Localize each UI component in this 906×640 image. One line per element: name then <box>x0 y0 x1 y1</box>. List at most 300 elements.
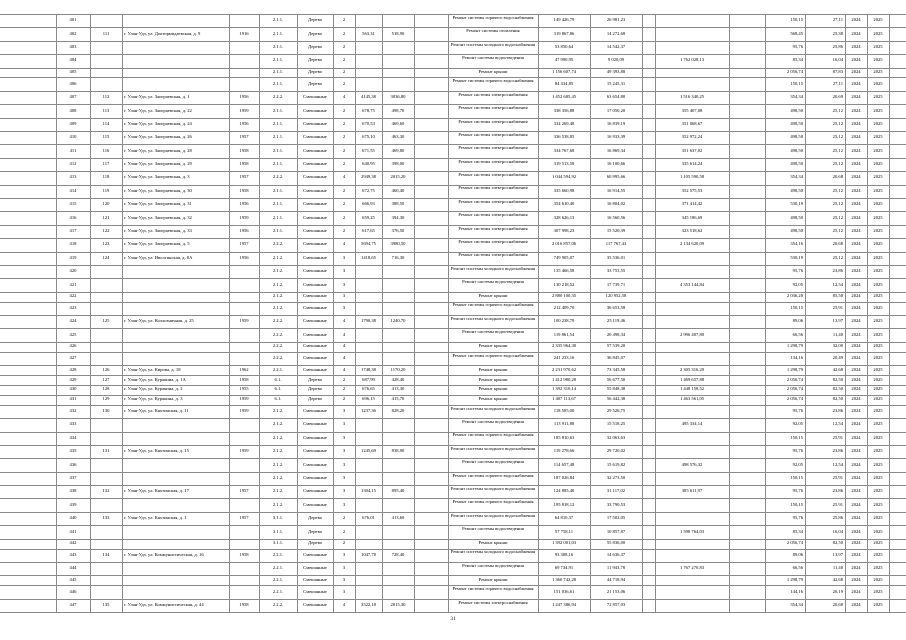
cell-work: Ремонт системы горячего водоснабжения <box>452 302 534 308</box>
cell-work: Ремонт системы электроснабжения <box>458 185 528 191</box>
cell-y1: 2024 <box>851 551 861 557</box>
cell-fl: 4 <box>342 318 346 324</box>
cell-unit: 89,06 <box>792 551 803 557</box>
cell-cat: 2.2.1. <box>272 588 284 594</box>
cell-y2: 2025 <box>873 354 883 360</box>
cell-work: Ремонт системы холодного водоснабжения <box>450 405 536 411</box>
cell-y1: 2024 <box>851 187 861 193</box>
cell-area: 1245,69 <box>361 448 376 454</box>
cell-unit2: 23,86 <box>832 268 843 274</box>
cell-y1: 2024 <box>851 588 861 594</box>
cell-fl: 2 <box>342 57 346 63</box>
table-row <box>0 171 906 184</box>
cell-yr: 1956 <box>239 254 249 260</box>
cell-unit: 498,50 <box>790 214 803 220</box>
cell-mat: Смешанные <box>303 304 327 310</box>
cell-unit2: 32,00 <box>832 343 843 349</box>
cell-cost: 100 238,79 <box>553 318 575 324</box>
cell-mat: Смешанные <box>303 161 327 167</box>
cell-y2: 2025 <box>873 331 883 337</box>
cell-n: 422 <box>69 293 77 299</box>
cell-cost2: 63 654,80 <box>606 94 626 100</box>
cell-cost2: 56 677,50 <box>606 376 626 382</box>
cell-group: 1 105 590,58 <box>679 174 705 180</box>
cell-work: Ремонт системы горячего водоснабжения <box>452 586 534 592</box>
cell-mat: Смешанные <box>303 254 327 260</box>
cell-yr: 1958 <box>239 376 249 382</box>
cell-yr: 1958 <box>239 147 249 153</box>
table-row <box>0 225 906 238</box>
cell-liv: 838,90 <box>391 448 405 454</box>
cell-area: 5694,75 <box>361 241 376 247</box>
cell-m: 129 <box>102 396 110 402</box>
cell-y2: 2025 <box>873 201 883 207</box>
cell-y1: 2024 <box>851 318 861 324</box>
cell-unit2: 25,91 <box>832 304 843 310</box>
cell-fl: 2 <box>342 147 346 153</box>
table-row <box>0 118 906 131</box>
cell-area: 687,99 <box>362 376 375 382</box>
cell-cat: 2.2.1. <box>272 576 284 582</box>
cell-unit2: 25,12 <box>832 228 843 234</box>
cell-unit: 150,15 <box>790 304 803 310</box>
cell-unit: 2 036,20 <box>786 293 803 299</box>
cell-unit: 498,50 <box>790 161 803 167</box>
cell-work: Ремонт системы холодного водоснабжения <box>450 549 536 555</box>
cell-y2: 2025 <box>873 343 883 349</box>
cell-liv: 3980,50 <box>390 241 406 247</box>
cell-mat: Смешанные <box>303 94 327 100</box>
cell-unit2: 25,12 <box>832 254 843 260</box>
table-row <box>0 352 906 365</box>
cell-y2: 2025 <box>873 281 883 287</box>
cell-unit: 568,45 <box>790 30 803 36</box>
cell-mat: Дерево <box>308 44 322 50</box>
cell-unit2: 25,91 <box>832 474 843 480</box>
cell-cost: 2 231 970,62 <box>551 366 577 372</box>
cell-unit: 2 056,74 <box>786 386 803 392</box>
cell-y1: 2024 <box>851 386 861 392</box>
table-row <box>0 549 906 562</box>
cell-area: 670,53 <box>362 120 375 126</box>
cell-n: 405 <box>69 69 77 75</box>
cell-work: Ремонт системы холодного водоснабжения <box>450 315 536 321</box>
cell-fl: 2 <box>342 187 346 193</box>
cell-unit2: 16,04 <box>832 57 843 63</box>
cell-n: 416 <box>69 214 77 220</box>
cell-mat: Смешанные <box>303 488 327 494</box>
cell-m: 118 <box>102 174 110 180</box>
cell-cost2: 120 952,58 <box>605 293 627 299</box>
cell-unit: 354,34 <box>790 94 803 100</box>
cell-y2: 2025 <box>873 551 883 557</box>
cell-m: 117 <box>102 161 110 167</box>
cell-yr: 1959 <box>239 408 249 413</box>
cell-liv: 518,90 <box>391 30 405 36</box>
cell-cat: 2.1.2. <box>272 488 284 494</box>
cell-mat: Смешанные <box>303 187 327 193</box>
cell-cost: 124 885,40 <box>553 488 575 494</box>
cell-n: 408 <box>69 107 77 113</box>
cell-fl: 3 <box>342 421 346 427</box>
cell-cost2: 29 720,02 <box>606 448 626 454</box>
cell-y2: 2025 <box>873 107 883 113</box>
cell-y2: 2025 <box>873 228 883 234</box>
cell-liv: 460,40 <box>391 187 405 193</box>
cell-cost: 113 911,88 <box>553 421 575 427</box>
cell-cost2: 10 857,87 <box>606 528 626 534</box>
cell-fl: 2 <box>342 201 346 207</box>
cell-n: 410 <box>69 134 77 140</box>
cell-y1: 2024 <box>851 376 861 382</box>
cell-cost2: 15 520,39 <box>606 228 626 234</box>
cell-cost2: 73 345,58 <box>606 366 626 372</box>
cell-yr: 1958 <box>239 161 249 167</box>
cell-mat: Смешанные <box>303 408 327 413</box>
cell-cost: 335 660,98 <box>553 187 575 193</box>
cell-liv: 2015,30 <box>390 601 406 607</box>
cell-cost: 241 233,16 <box>553 354 575 360</box>
cell-unit: 150,15 <box>790 434 803 440</box>
cell-cost: 118 505,00 <box>553 408 575 413</box>
cell-cost2: 14 272,68 <box>606 30 626 36</box>
table-row <box>0 104 906 117</box>
cell-cost2: 55 836,00 <box>606 540 626 546</box>
cell-cat: 2.2.2. <box>272 174 284 180</box>
cell-cost: 319 867,86 <box>553 30 575 36</box>
cell-n: 442 <box>69 540 77 546</box>
cell-y1: 2024 <box>851 366 861 372</box>
table-row <box>0 77 906 90</box>
cell-unit2: 25,86 <box>832 515 843 521</box>
cell-yr: 1959 <box>239 396 249 402</box>
cell-cat: 2.1.1. <box>272 57 284 63</box>
cell-fl: 2 <box>342 69 346 75</box>
cell-unit2: 25,12 <box>832 134 843 140</box>
cell-y2: 2025 <box>873 601 883 607</box>
cell-cat: 2.1.1. <box>272 80 284 86</box>
cell-cat: 2.1.2. <box>272 474 284 480</box>
cell-yr: 1916 <box>239 30 249 36</box>
cell-addr: г. Улан-Удэ, ул. Заиграевская, д. 28 <box>124 147 192 153</box>
cell-y2: 2025 <box>873 80 883 86</box>
cell-cat: 2.1.2. <box>272 461 284 467</box>
cell-unit2: 82,50 <box>832 376 843 382</box>
cell-cost2: 16 839,19 <box>606 120 626 126</box>
cell-work: Ремонт крыши <box>478 576 508 582</box>
cell-y1: 2024 <box>851 281 861 287</box>
table-row <box>0 445 906 458</box>
cell-fl: 2 <box>342 214 346 220</box>
cell-cat: 2.1.1. <box>272 214 284 220</box>
cell-addr: г. Улан-Удэ, ул. Заиграевская, д. 24 <box>124 120 192 126</box>
cell-m: 125 <box>102 318 110 324</box>
cell-n: 411 <box>69 147 77 153</box>
cell-yr: 1957 <box>239 241 249 247</box>
cell-cat: 2.2.2. <box>272 318 284 324</box>
cell-unit: 2 056,74 <box>786 69 803 75</box>
cell-unit2: 25,12 <box>832 147 843 153</box>
cell-group: 355 407,08 <box>681 107 703 113</box>
cell-liv: 3036,80 <box>390 94 406 100</box>
cell-unit: 85,34 <box>792 528 803 534</box>
cell-mat: Смешанные <box>303 201 327 207</box>
cell-yr: 1956 <box>239 201 249 207</box>
cell-yr: 1955 <box>239 386 249 392</box>
cell-cost2: 72 857,03 <box>606 601 626 607</box>
cell-cost: 354 610,40 <box>553 201 575 207</box>
cell-liv: 428,40 <box>391 376 405 382</box>
cell-n: 419 <box>69 254 77 260</box>
cell-cat: 2.1.1. <box>272 228 284 234</box>
table-row <box>0 198 906 211</box>
table-row <box>0 599 906 612</box>
cell-liv: 716,30 <box>391 254 405 260</box>
cell-area: 640,95 <box>362 161 375 167</box>
cell-cost: 1 412 980,28 <box>551 376 577 382</box>
cell-group: 351 637,02 <box>681 147 703 153</box>
cell-area: 1748,38 <box>361 366 376 372</box>
cell-work: Ремонт системы горячего водоснабжения <box>452 472 534 478</box>
table-row <box>0 432 906 445</box>
cell-cat: 2.1.1. <box>272 147 284 153</box>
cell-y1: 2024 <box>851 174 861 180</box>
cell-n: 438 <box>69 488 77 494</box>
cell-work: Ремонт системы водоотведения <box>462 279 524 285</box>
cell-n: 412 <box>69 161 77 167</box>
cell-unit2: 27,11 <box>832 17 843 23</box>
cell-group: 1 469 657,88 <box>679 376 705 382</box>
cell-cat: 2.1.1. <box>272 134 284 140</box>
table-row <box>0 498 906 511</box>
cell-n: 428 <box>69 366 77 372</box>
cell-m: 114 <box>102 120 110 126</box>
cell-unit2: 23,86 <box>832 408 843 413</box>
cell-cost: 195 818,12 <box>553 501 575 507</box>
cell-work: Ремонт системы водоотведения <box>462 526 524 532</box>
cell-group: 352 972,24 <box>681 134 703 140</box>
cell-m: 121 <box>102 214 110 220</box>
cell-y1: 2024 <box>851 161 861 167</box>
cell-fl: 4 <box>342 174 346 180</box>
cell-cost: 53 850,64 <box>554 44 574 50</box>
cell-y1: 2024 <box>851 488 861 494</box>
cell-y1: 2024 <box>851 147 861 153</box>
cell-cost: 119 861,54 <box>553 331 575 337</box>
cell-group: 2 305 316,20 <box>679 366 705 372</box>
cell-mat: Дерево <box>308 396 322 402</box>
cell-unit2: 25,12 <box>832 161 843 167</box>
cell-work: Ремонт системы водоотведения <box>462 419 524 424</box>
cell-unit: 92,05 <box>792 281 803 287</box>
cell-addr: г. Улан-Удэ, ул. Куракина, д. 1А <box>124 376 186 382</box>
cell-y2: 2025 <box>873 386 883 392</box>
cell-cost2: 16 933,39 <box>606 134 626 140</box>
cell-n: 426 <box>69 343 77 349</box>
cell-y1: 2024 <box>851 576 861 582</box>
cell-unit2: 25,12 <box>832 120 843 126</box>
cell-y1: 2024 <box>851 254 861 260</box>
cell-m: 122 <box>102 228 110 234</box>
cell-mat: Дерево <box>308 57 322 63</box>
table-row <box>0 41 906 54</box>
table-row <box>0 539 906 549</box>
cell-work: Ремонт крыши <box>478 376 508 382</box>
cell-cost: 187 026,84 <box>553 474 575 480</box>
cell-cat: 2.2.1. <box>272 551 284 557</box>
cell-mat: Смешанные <box>303 354 327 360</box>
cell-cost: 135 466,58 <box>553 268 575 274</box>
table-row <box>0 585 906 598</box>
cell-unit2: 25,38 <box>832 30 843 36</box>
cell-liv: 415,70 <box>391 396 405 402</box>
cell-addr: г. Улан-Удэ, ул. Заиграевская, д. 1 <box>124 94 190 100</box>
cell-y1: 2024 <box>851 293 861 299</box>
cell-work: Ремонт системы холодного водоснабжения <box>450 41 536 47</box>
cell-n: 444 <box>69 565 77 571</box>
cell-n: 440 <box>69 515 77 521</box>
cell-unit2: 82,50 <box>832 396 843 402</box>
cell-unit: 498,50 <box>790 107 803 113</box>
cell-mat: Дерево <box>308 515 322 521</box>
cell-unit2: 25,86 <box>832 44 843 50</box>
cell-n: 407 <box>69 94 77 100</box>
cell-cat: 6.1. <box>274 376 282 382</box>
cell-n: 404 <box>69 57 77 63</box>
cell-work: Ремонт системы отопления <box>466 28 520 34</box>
cell-work: Ремонт крыши <box>478 540 508 546</box>
table-row <box>0 54 906 67</box>
cell-work: Ремонт системы электроснабжения <box>458 131 528 137</box>
cell-work: Ремонт системы водоотведения <box>462 562 524 568</box>
cell-cat: 3.1.1. <box>272 515 284 521</box>
cell-addr: г. Улан-Удэ, ул. Заиграевская, д. 26 <box>124 134 192 140</box>
cell-cost: 334 767,68 <box>553 147 575 153</box>
cell-y1: 2024 <box>851 448 861 454</box>
cell-work: Ремонт системы холодного водоснабжения <box>450 485 536 491</box>
cell-unit2: 12,54 <box>832 461 843 467</box>
cell-fl: 3 <box>342 304 346 310</box>
table-row <box>0 252 906 265</box>
cell-fl: 4 <box>342 354 346 360</box>
cell-mat: Смешанные <box>303 214 327 220</box>
table-row <box>0 315 906 328</box>
cell-y2: 2025 <box>873 241 883 247</box>
cell-n: 429 <box>69 376 77 382</box>
cell-liv: 2015,20 <box>390 174 406 180</box>
cell-y2: 2025 <box>873 304 883 310</box>
cell-cost: 307 998,23 <box>553 228 575 234</box>
cell-fl: 2 <box>342 30 346 36</box>
cell-mat: Смешанные <box>303 421 327 427</box>
cell-liv: 469,80 <box>391 147 405 153</box>
cell-work: Ремонт системы электроснабжения <box>458 172 528 178</box>
cell-cost2: 57 539,20 <box>606 343 626 349</box>
cell-y2: 2025 <box>873 214 883 220</box>
cell-unit: 498,50 <box>790 120 803 126</box>
cell-cat: 3.1.1. <box>272 540 284 546</box>
cell-cost: 2 335 964,30 <box>551 343 577 349</box>
cell-cost2: 16 804,02 <box>606 201 626 207</box>
table-row <box>0 302 906 315</box>
cell-cost: 185 810,63 <box>553 434 575 440</box>
cell-m: 119 <box>102 187 110 193</box>
cell-cost: 2 016 857,06 <box>551 241 577 247</box>
cell-work: Ремонт системы электроснабжения <box>458 105 528 111</box>
cell-fl: 4 <box>342 241 346 247</box>
cell-unit2: 20,69 <box>832 94 843 100</box>
cell-unit2: 25,12 <box>832 214 843 220</box>
cell-mat: Дерево <box>308 69 322 75</box>
cell-group: 385 611,97 <box>681 488 703 494</box>
cell-unit: 498,50 <box>790 147 803 153</box>
cell-cat: 2.2.2. <box>272 94 284 100</box>
cell-mat: Дерево <box>308 386 322 392</box>
cell-y2: 2025 <box>873 268 883 274</box>
cell-cat: 2.1.2. <box>272 434 284 440</box>
cell-mat: Смешанные <box>303 551 327 557</box>
cell-y2: 2025 <box>873 396 883 402</box>
cell-y1: 2024 <box>851 214 861 220</box>
cell-unit2: 25,91 <box>832 501 843 507</box>
cell-cost2: 20 498,34 <box>606 331 626 337</box>
cell-y1: 2024 <box>851 304 861 310</box>
cell-cost2: 21 153,06 <box>606 588 626 594</box>
cell-unit2: 25,12 <box>832 201 843 207</box>
cell-y1: 2024 <box>851 461 861 467</box>
cell-unit2: 25,12 <box>832 107 843 113</box>
cell-yr: 1956 <box>239 94 249 100</box>
cell-mat: Дерево <box>308 30 322 36</box>
cell-group: 1 448 158,52 <box>679 386 705 392</box>
cell-fl: 3 <box>342 293 346 299</box>
cell-cost: 749 905,07 <box>553 254 575 260</box>
cell-m: 128 <box>102 386 110 392</box>
cell-unit: 95,76 <box>792 488 803 494</box>
cell-liv: 895,40 <box>391 488 405 494</box>
cell-liv: 1240,70 <box>390 318 406 324</box>
table-row <box>0 328 906 341</box>
cell-unit: 66,56 <box>792 331 803 337</box>
cell-yr: 1956 <box>239 228 249 234</box>
cell-cost2: 14 542,37 <box>606 44 626 50</box>
cell-y1: 2024 <box>851 228 861 234</box>
cell-y2: 2025 <box>873 366 883 372</box>
cell-unit: 95,76 <box>792 448 803 454</box>
cell-unit: 150,15 <box>790 501 803 507</box>
table-row <box>0 14 906 27</box>
cell-m: 132 <box>102 488 110 494</box>
table-row <box>0 385 906 395</box>
cell-unit: 150,15 <box>790 17 803 23</box>
cell-y1: 2024 <box>851 80 861 86</box>
cell-unit2: 25,91 <box>832 434 843 440</box>
cell-m: 123 <box>102 241 110 247</box>
cell-group: 1 767 270,83 <box>679 565 705 571</box>
cell-m: 135 <box>102 601 110 607</box>
cell-y2: 2025 <box>873 187 883 193</box>
cell-n: 427 <box>69 354 77 360</box>
cell-work: Ремонт системы электроснабжения <box>458 239 528 245</box>
cell-cat: 2.2.2. <box>272 354 284 360</box>
cell-addr: г. Улан-Удэ, ул. Заиграевская, д. 5 <box>124 241 190 247</box>
cell-mat: Смешанные <box>303 228 327 234</box>
cell-unit: 530,19 <box>790 201 803 207</box>
cell-m: 120 <box>102 201 110 207</box>
cell-work: Ремонт системы водоотведения <box>462 459 524 465</box>
cell-n: 414 <box>69 187 77 193</box>
cell-work: Ремонт системы электроснабжения <box>458 91 528 97</box>
